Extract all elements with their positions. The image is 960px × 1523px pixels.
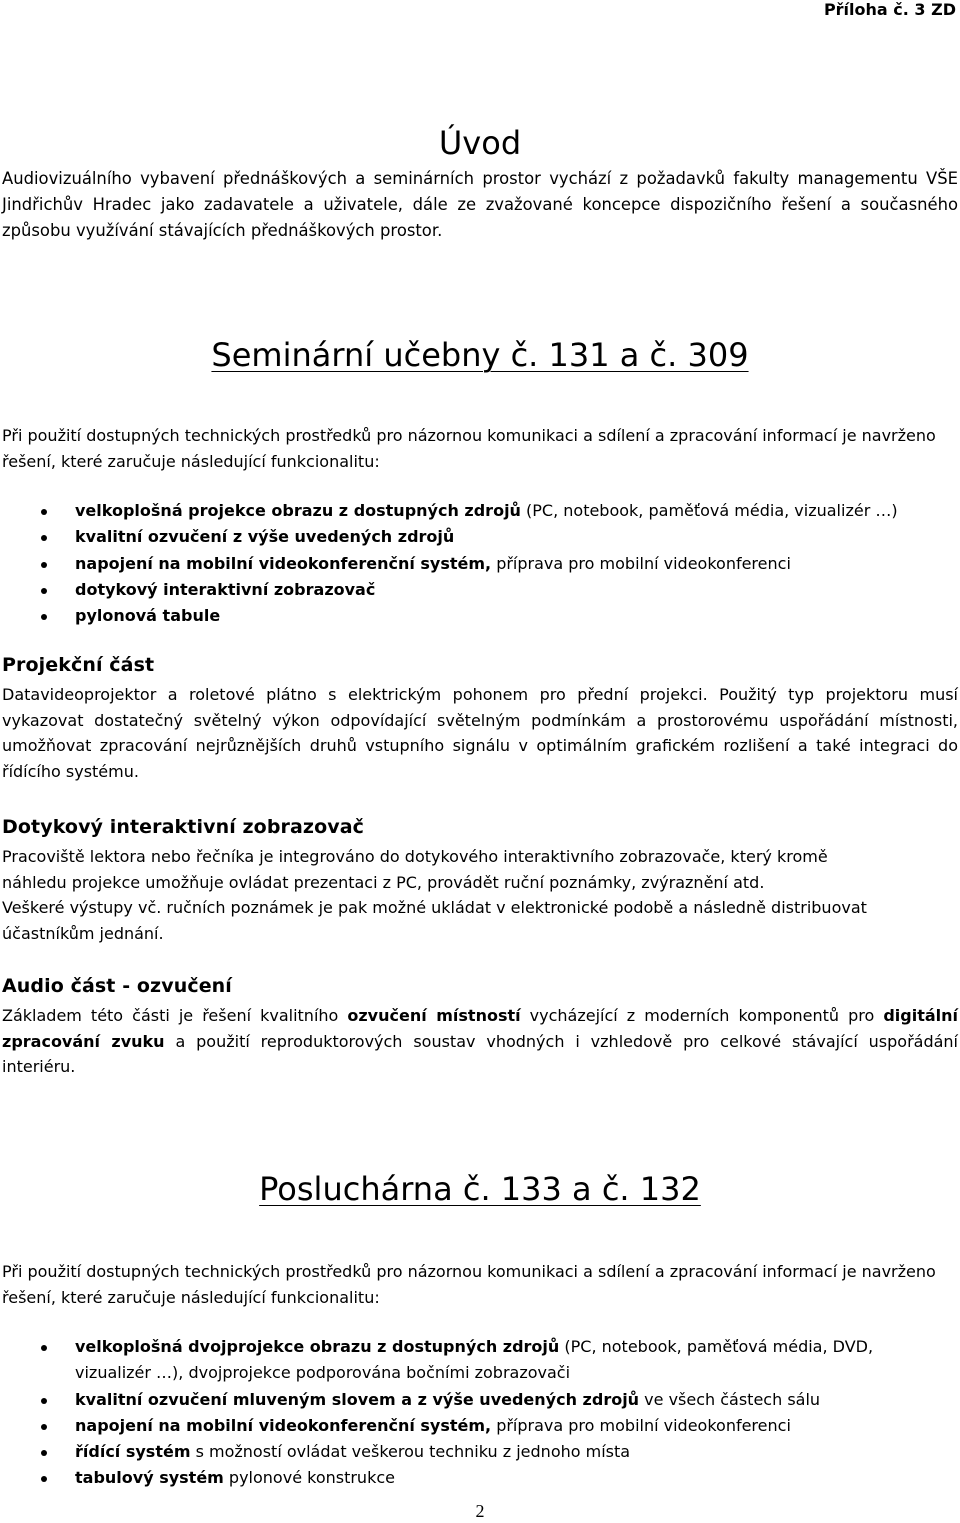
lecture-hall-heading [0, 1170, 960, 1208]
bullet-text: s možností ovládat veškerou techniku z jednoho místa [190, 1442, 631, 1462]
audio-section-title: Audio část - ozvučení [2, 975, 232, 997]
bullet-text: ve všech částech sálu [639, 1389, 821, 1409]
list-item [0, 1439, 930, 1465]
paragraph-text: Základem této části je řešení kvalitního [2, 1006, 348, 1025]
lecture-hall-heading-text: Posluchárna č. 133 a č. 132 [259, 1170, 701, 1208]
bullet-bold-text: dotykový interaktivní zobrazovač [75, 579, 376, 599]
bullet-text: (PC, notebook, paměťová média, vizualizér …) [520, 501, 898, 520]
bullet-bold-text: tabulový systém [75, 1468, 224, 1488]
paragraph-bold-text: ozvučení místností [347, 1006, 521, 1025]
bullet-bold-text: kvalitní ozvučení mluveným slovem a z výše uvedených zdrojů [75, 1389, 640, 1409]
intro-paragraph: Audiovizuálního vybavení přednáškových a seminárních prostor vychází z požadavků fakulty managementu VŠE Jindřichův Hradec jako zadavatele a uživatele, dále ze zvažované koncepce dispozičního řešení a současného způsobu využívání stávajících přednáškových prostor. [2, 169, 958, 240]
bullet-text: příprava pro mobilní videokonferenci [491, 553, 791, 573]
bullet-text: příprava pro mobilní videokonferenci [491, 1415, 791, 1435]
bullet-bold-text: napojení na mobilní videokonferenční systém, [75, 553, 492, 573]
seminar-bullet-list [0, 498, 930, 629]
list-item [0, 1387, 930, 1413]
seminar-heading-text: Seminární učebny č. 131 a č. 309 [211, 336, 749, 374]
audio-paragraph [2, 1003, 958, 1080]
paragraph-line: Pracoviště lektora nebo řečníka je integrováno do dotykového interaktivního zobrazovače, který kromě [2, 847, 828, 866]
list-item [0, 577, 930, 603]
bullet-text: pylonové konstrukce [223, 1468, 395, 1488]
bullet-bold-text: pylonová tabule [75, 606, 221, 626]
bullet-bold-text: napojení na mobilní videokonferenční systém, [75, 1415, 492, 1435]
projection-section-title: Projekční část [2, 654, 155, 676]
paragraph-text: a použití reproduktorových soustav vhodných i vzhledově pro celkové stávající uspořádání interiéru. [2, 1031, 959, 1076]
bullet-bold-text: velkoplošná dvojprojekce obrazu z dostupných zdrojů [75, 1337, 560, 1356]
list-item [0, 551, 930, 577]
lecture-hall-intro-paragraph: Při použití dostupných technických prostředků pro názornou komunikaci a sdílení a zpracování informací je navrženo řešení, které zaručuje následující funkcionalitu: [2, 1262, 936, 1307]
intro-heading: Úvod [438, 124, 522, 162]
paragraph-line: Veškeré výstupy vč. ručních poznámek je pak možné ukládat v elektronické podobě a následně distribuovat [2, 898, 867, 917]
projection-paragraph: Datavideoprojektor a roletové plátno s elektrickým pohonem pro přední projekci. Použitý typ projektoru musí vykazovat dostatečný světelný výkon odpovídající světelným podmínkám a prostorovému uspořádání místnosti, umožňovat zpracování nejrůznějších druhů vstupního signálu v optimálním grafickém rozlišení a také integraci do řídícího systému. [2, 685, 958, 781]
touch-display-paragraph [2, 844, 958, 946]
annex-label: Příloha č. 3 ZD [823, 0, 956, 19]
paragraph-bold-text: digitální zpracování zvuku [2, 1006, 959, 1051]
bullet-bold-text: řídící systém [75, 1442, 191, 1462]
paragraph-line: náhledu projekce umožňuje ovládat prezentaci z PC, provádět ruční poznámky, zvýraznění atd. [2, 872, 765, 892]
paragraph-line: účastníkům jednání. [2, 923, 164, 943]
seminar-heading [0, 336, 960, 374]
bullet-bold-text: velkoplošná projekce obrazu z dostupných zdrojů [75, 501, 521, 520]
list-item [0, 524, 930, 550]
seminar-intro-paragraph: Při použití dostupných technických prostředků pro názornou komunikaci a sdílení a zpracování informací je navrženo řešení, které zaručuje následující funkcionalitu: [2, 426, 936, 471]
lecture-hall-bullet-list [0, 1334, 930, 1492]
bullet-bold-text: kvalitní ozvučení z výše uvedených zdrojů [75, 527, 455, 547]
list-item [0, 603, 930, 629]
page-number: 2 [475, 1501, 485, 1521]
paragraph-text: vycházející z moderních komponentů pro [520, 1006, 884, 1025]
list-item [0, 498, 930, 524]
touch-display-section-title: Dotykový interaktivní zobrazovač [2, 816, 365, 838]
list-item [0, 1465, 930, 1491]
list-item [0, 1334, 930, 1387]
bullet-text: (PC, notebook, paměťová média, DVD, vizualizér …), dvojprojekce podporována bočními zobrazovači [75, 1337, 874, 1383]
list-item [0, 1413, 930, 1439]
